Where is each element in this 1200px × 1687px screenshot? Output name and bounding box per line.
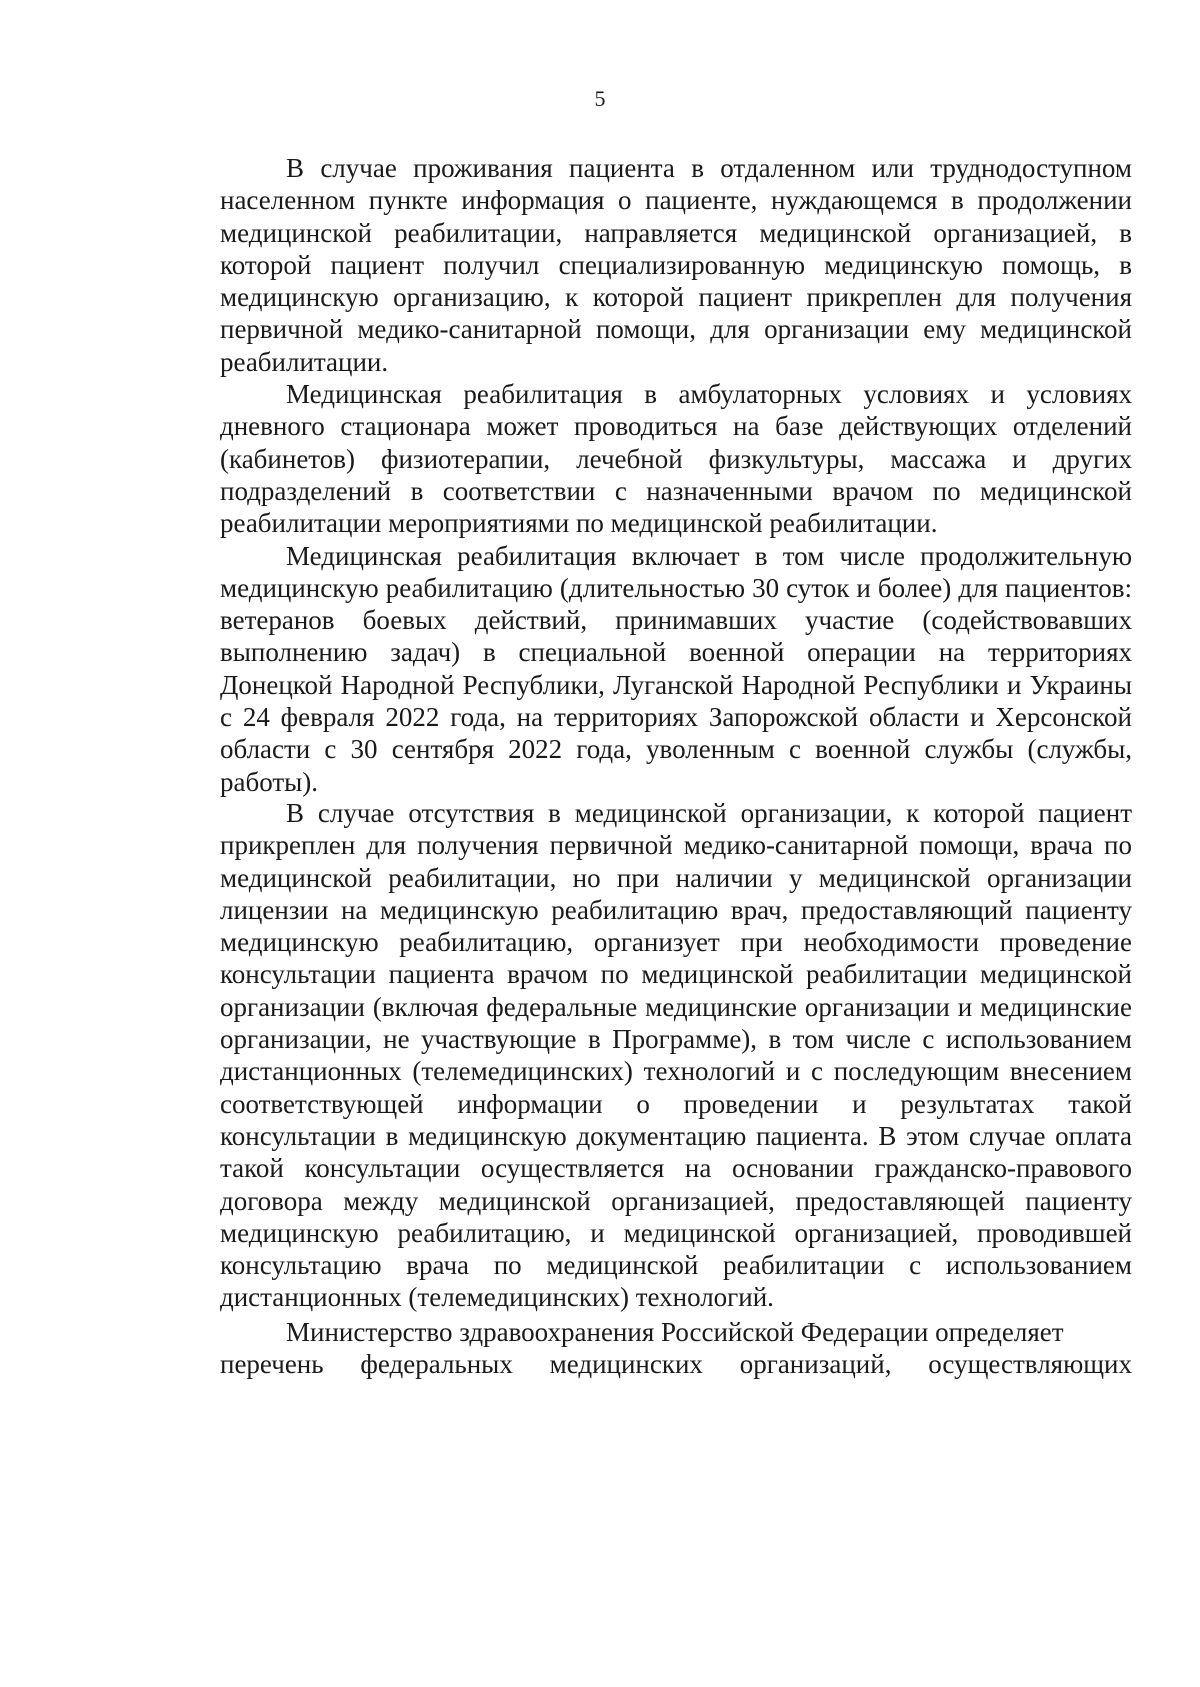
paragraph-long-term-rehabilitation: Медицинская реабилитация включает в том числе продолжительную медицинскую реабилитацию (длительностью 30 суток и более) для пациентов: ветеранов боевых действий, принимавших участие (содействовавших выполнению задач) в специальной военной операции на территориях Донецкой Народной Республики, Луганской Народной Республики и Украины с 24 февраля 2022 года, на территориях Запорожской области и Херсонской области с 30 сентября 2022 года, уволенным с военной службы (службы, работы). <box>220 540 1132 797</box>
document-body <box>220 152 1132 1380</box>
paragraph-remote-settlement: В случае проживания пациента в отдаленном или труднодоступном населенном пункте информация о пациенте, нуждающемся в продолжении медицинской реабилитации, направляется медицинской организацией, в которой пациент получил специализированную медицинскую помощь, в медицинскую организацию, к которой пациент прикреплен для получения первичной медико-санитарной помощи, для организации ему медицинской реабилитации. <box>220 153 1132 377</box>
page-number: 5 <box>594 86 606 111</box>
paragraph-ministry <box>220 1316 1132 1381</box>
paragraph-outpatient-rehabilitation: Медицинская реабилитация в амбулаторных условиях и условиях дневного стационара может проводиться на базе действующих отделений (кабинетов) физиотерапии, лечебной физкультуры, массажа и других подразделений в соответствии с назначенными врачом по медицинской реабилитации мероприятиями по медицинской реабилитации. <box>220 379 1132 539</box>
paragraph-ministry-line-2: перечень федеральных медицинских организаций, осуществляющих <box>220 1348 1132 1379</box>
paragraph-ministry-line-1: Министерство здравоохранения Российской Федерации определяет <box>286 1316 1064 1347</box>
paragraph-remote-consultation: В случае отсутствия в медицинской организации, к которой пациент прикреплен для получения первичной медико-санитарной помощи, врача по медицинской реабилитации, но при наличии у медицинской организации лицензии на медицинскую реабилитацию врач, предоставляющий пациенту медицинскую реабилитацию, организует при необходимости проведение консультации пациента врачом по медицинской реабилитации медицинской организации (включая федеральные медицинские организации и медицинские организации, не участвующие в Программе), в том числе с использованием дистанционных (телемедицинских) технологий и с последующим внесением соответствующей информации о проведении и результатах такой консультации в медицинскую документацию пациента. В этом случае оплата такой консультации осуществляется на основании гражданско-правового договора между медицинской организацией, предоставляющей пациенту медицинскую реабилитацию, и медицинской организацией, проводившей консультацию врача по медицинской реабилитации с использованием дистанционных (телемедицинских) технологий. <box>220 797 1132 1313</box>
